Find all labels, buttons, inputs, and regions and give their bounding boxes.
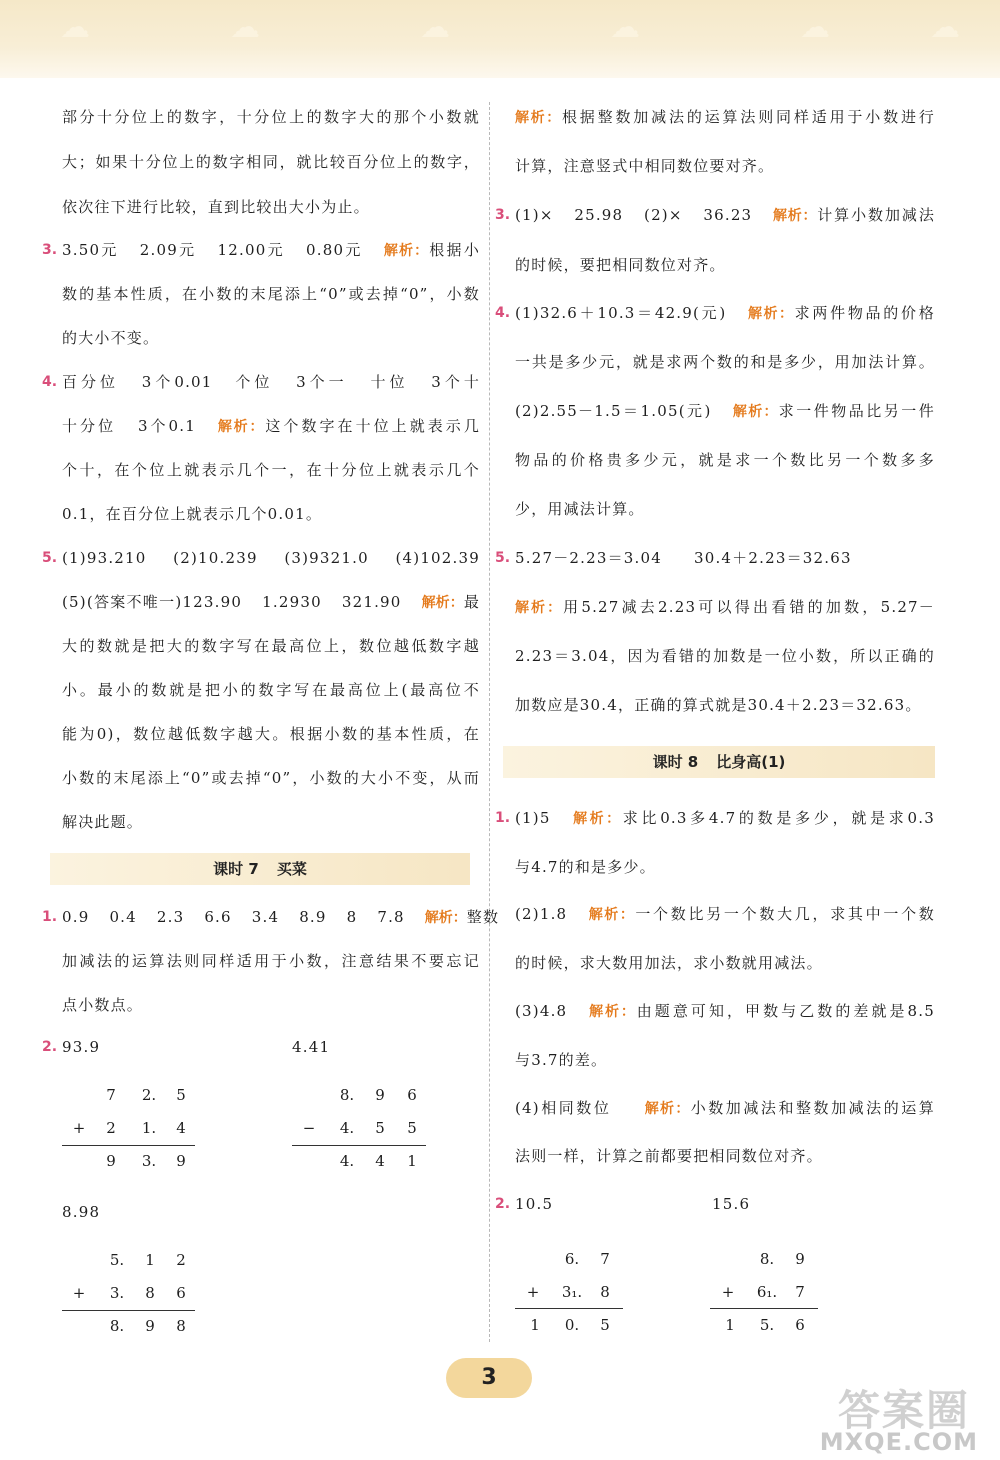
analysis-tag: 解析：	[515, 600, 564, 616]
question-number: 3.	[495, 207, 511, 223]
text-line: 能为0)，数位越低数字越大。根据小数的基本性质，在	[62, 725, 480, 743]
text-line: 0.1，在百分位上就表示几个0.01。	[62, 505, 323, 523]
vertical-calc-3: 5. 1 2 + 3. 8 6 8. 9 8	[62, 1245, 197, 1345]
analysis-tag: 解析：	[515, 110, 562, 126]
text-line: 计算，注意竖式中相同数位要对齐。	[515, 157, 775, 175]
question-number: 4.	[42, 374, 58, 390]
question-5: 5. 5.27－2.23＝3.04 30.4＋2.23＝32.63	[515, 543, 935, 573]
text-line: (5)(答案不唯一)123.90 1.2930 321.90 解析：最	[62, 593, 481, 611]
analysis-tag: 解析：	[747, 306, 795, 322]
question-number: 3.	[42, 242, 58, 258]
text-line: 大的数就是把大的数字写在最高位上，数位越低数字越	[62, 637, 480, 655]
section-title: 买菜	[276, 860, 307, 878]
question-number: 1.	[42, 909, 58, 925]
cloud-icon: ☁	[60, 10, 90, 45]
question-number: 1.	[495, 810, 511, 826]
analysis-tag: 解析：	[424, 910, 467, 926]
question-3: 3. 3.50元 2.09元 12.00元 0.80元 解析：根据小	[62, 235, 480, 265]
question-number: 2.	[495, 1196, 511, 1212]
section-header-7	[50, 853, 470, 885]
text-line: 与4.7的和是多少。	[515, 858, 656, 876]
question-4: 4. (1)32.6＋10.3＝42.9(元) 解析：求两件物品的价格	[515, 298, 935, 328]
analysis-tag: 解析：	[421, 595, 464, 611]
question-3: 3. (1)× 25.98 (2)× 36.23 解析：计算小数加减法	[515, 200, 935, 230]
text-line: (4)相同数位 解析：小数加减法和整数加减法的运算	[515, 1099, 935, 1117]
vertical-calc-2: 8. 9 6 − 4. 5 5 4. 4 1	[292, 1080, 427, 1180]
text-line: 个十，在个位上就表示几个一，在十分位上就表示几个	[62, 461, 480, 479]
question-1: 1. 0.9 0.4 2.3 6.6 3.4 8.9 8 7.8 解析：整数	[62, 902, 480, 932]
text-line: 依次往下进行比较，直到比较出大小为止。	[62, 198, 370, 216]
text-line: 解析：根据整数加减法的运算法则同样适用于小数进行	[515, 108, 936, 126]
section-label: 课时 7	[213, 860, 259, 878]
section-header-8	[503, 746, 935, 778]
answer-text: 8.98	[62, 1203, 101, 1221]
vertical-calc-4: 6. 7 + 3₁. 8 1 0. 5	[515, 1244, 625, 1344]
question-number: 4.	[495, 305, 511, 321]
watermark-logo: 答案圈	[837, 1386, 970, 1435]
question-number: 5.	[42, 550, 58, 566]
analysis-tag: 解析：	[644, 1101, 691, 1117]
question-number: 5.	[495, 550, 511, 566]
text-line: 物品的价格贵多少元，就是求一个数比另一个数多多	[515, 451, 935, 469]
text-line: 数的基本性质，在小数的末尾添上“0”或去掉“0”，小数	[62, 285, 480, 303]
question-5: 5. (1)93.210 (2)10.239 (3)9321.0 (4)102.39	[62, 543, 480, 573]
text-line: 小数的末尾添上“0”或去掉“0”，小数的大小不变，从而	[62, 769, 480, 787]
cloud-icon: ☁	[800, 10, 830, 45]
cloud-icon: ☁	[230, 10, 260, 45]
watermark-url: MXQE.COM	[819, 1428, 978, 1456]
analysis-tag: 解析：	[588, 907, 636, 923]
text-line: 解决此题。	[62, 813, 144, 831]
vertical-calc-1: 7 2. 5 + 2 1. 4 9 3. 9	[62, 1080, 197, 1180]
text-line: 小。最小的数就是把小的数字写在最高位上(最高位不	[62, 681, 480, 699]
column-divider	[489, 102, 490, 1342]
text-line: 与3.7的差。	[515, 1051, 608, 1069]
question-number: 2.	[42, 1039, 58, 1055]
text-line: (2)2.55－1.5＝1.05(元) 解析：求一件物品比另一件	[515, 402, 936, 420]
analysis-tag: 解析：	[773, 208, 818, 224]
text-line: 十分位 3个0.1 解析：这个数字在十位上就表示几	[62, 417, 481, 435]
question-4: 4. 百分位 3个0.01 个位 3个一 十位 3个十	[62, 367, 480, 397]
text-line: 解析：用5.27减去2.23可以得出看错的加数，5.27－	[515, 598, 936, 616]
text-line: 少，用减法计算。	[515, 500, 645, 518]
analysis-tag: 解析：	[217, 419, 266, 435]
cloud-icon: ☁	[420, 10, 450, 45]
analysis-tag: 解析：	[589, 1004, 637, 1020]
analysis-tag: 解析：	[732, 404, 779, 420]
question-2: 2. 10.5	[515, 1189, 935, 1219]
analysis-tag: 解析：	[383, 243, 430, 259]
header-decoration	[0, 0, 1000, 78]
analysis-tag: 解析：	[573, 811, 623, 827]
section-label: 课时 8	[652, 753, 699, 771]
answer-text: 15.6	[712, 1195, 751, 1213]
cloud-icon: ☁	[930, 10, 960, 45]
vertical-calc-5: 8. 9 + 6₁. 7 1 5. 6	[710, 1244, 820, 1344]
text-line: (3)4.8 解析：由题意可知，甲数与乙数的差就是8.5	[515, 1002, 936, 1020]
text-line: 的时候，求大数用加法，求小数就用减法。	[515, 954, 823, 972]
text-line: 加减法的运算法则同样适用于小数，注意结果不要忘记	[62, 952, 480, 970]
text-line: 的时候，要把相同数位对齐。	[515, 256, 726, 274]
text-line: 法则一样，计算之前都要把相同数位对齐。	[515, 1147, 823, 1165]
text-line: 2.23＝3.04，因为看错的加数是一位小数，所以正确的	[515, 647, 935, 665]
answer-text: 4.41	[292, 1038, 331, 1056]
text-line: 大；如果十分位上的数字相同，就比较百分位上的数字，	[62, 153, 480, 171]
page-number: 3	[446, 1358, 532, 1398]
text-line: (2)1.8 解析：一个数比另一个数大几，求其中一个数	[515, 905, 935, 923]
question-1: 1. (1)5 解析：求比0.3多4.7的数是多少，就是求0.3	[515, 803, 935, 833]
text-line: 点小数点。	[62, 996, 144, 1014]
question-2: 2. 93.9	[62, 1032, 480, 1062]
text-line: 一共是多少元，就是求两个数的和是多少，用加法计算。	[515, 353, 935, 371]
text-line: 的大小不变。	[62, 329, 160, 347]
section-title: 比身高(1)	[716, 753, 786, 771]
text-line: 部分十分位上的数字，十分位上的数字大的那个小数就	[62, 108, 480, 126]
cloud-icon: ☁	[610, 10, 640, 45]
text-line: 加数应是30.4，正确的算式就是30.4＋2.23＝32.63。	[515, 696, 922, 714]
